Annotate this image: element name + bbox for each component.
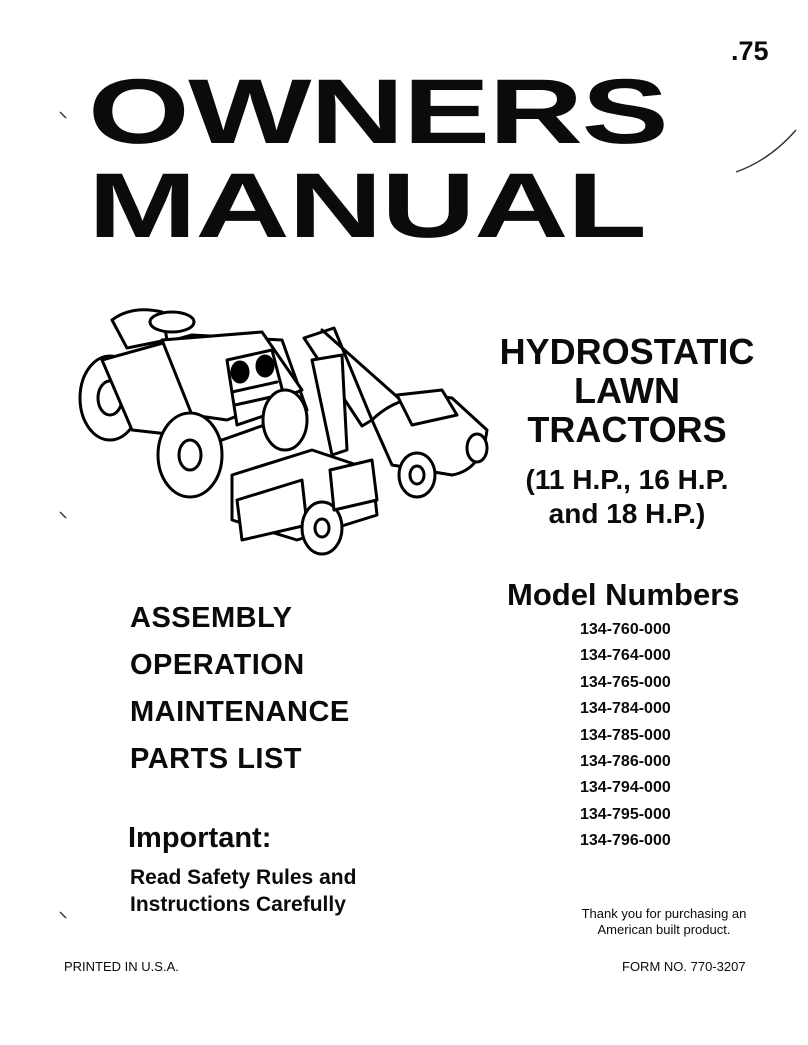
thank-you-line: Thank you for purchasing an bbox=[581, 906, 747, 921]
horsepower-line: and 18 H.P.) bbox=[548, 498, 706, 529]
horsepower-note bbox=[482, 463, 772, 531]
model-number: 134-760-000 bbox=[580, 621, 671, 638]
steering-wheel bbox=[150, 312, 194, 332]
important-heading: Important: bbox=[128, 822, 272, 854]
model-number-list bbox=[580, 620, 671, 858]
horsepower-line: (11 H.P., 16 H.P. bbox=[525, 464, 729, 495]
model-number: 134-764-000 bbox=[580, 647, 671, 665]
product-title bbox=[482, 332, 772, 449]
section-maintenance: MAINTENANCE bbox=[130, 696, 350, 728]
scan-tick-mark bbox=[60, 112, 66, 118]
thank-you-note bbox=[555, 906, 773, 938]
equipment-illustration bbox=[72, 300, 512, 560]
title-owners: OWNERS bbox=[88, 61, 668, 163]
form-number-label: FORM NO. 770-3207 bbox=[622, 959, 746, 974]
product-title-line: LAWN bbox=[574, 370, 680, 411]
section-operation: OPERATION bbox=[130, 649, 305, 681]
tiller-handle bbox=[312, 355, 347, 455]
price-label: .75 bbox=[731, 36, 769, 66]
model-number: 134-785-000 bbox=[580, 726, 671, 744]
scan-tick-mark bbox=[60, 512, 66, 518]
tiller-tines bbox=[330, 460, 377, 510]
model-number: 134-795-000 bbox=[580, 805, 671, 823]
manual-sections-list bbox=[130, 600, 350, 788]
product-title-line: HYDROSTATIC bbox=[499, 331, 755, 372]
pen-stroke-mark bbox=[736, 130, 796, 172]
thank-you-line: American built product. bbox=[597, 922, 731, 937]
safety-note-line: Read Safety Rules and bbox=[130, 866, 357, 889]
section-assembly: ASSEMBLY bbox=[130, 602, 293, 634]
model-number: 134-796-000 bbox=[580, 832, 671, 850]
model-number: 134-794-000 bbox=[580, 779, 671, 797]
model-number: 134-784-000 bbox=[580, 700, 671, 718]
safety-instructions-note bbox=[130, 864, 356, 918]
printed-in-label: PRINTED IN U.S.A. bbox=[64, 959, 179, 974]
scan-tick-mark bbox=[60, 912, 66, 918]
safety-note-line: Instructions Carefully bbox=[130, 893, 346, 916]
title-manual: MANUAL bbox=[88, 155, 646, 257]
model-number: 134-786-000 bbox=[580, 752, 671, 770]
model-numbers-heading: Model Numbers bbox=[507, 577, 740, 612]
model-number: 134-765-000 bbox=[580, 673, 671, 691]
product-title-line: TRACTORS bbox=[527, 409, 727, 450]
section-parts-list: PARTS LIST bbox=[130, 743, 303, 775]
